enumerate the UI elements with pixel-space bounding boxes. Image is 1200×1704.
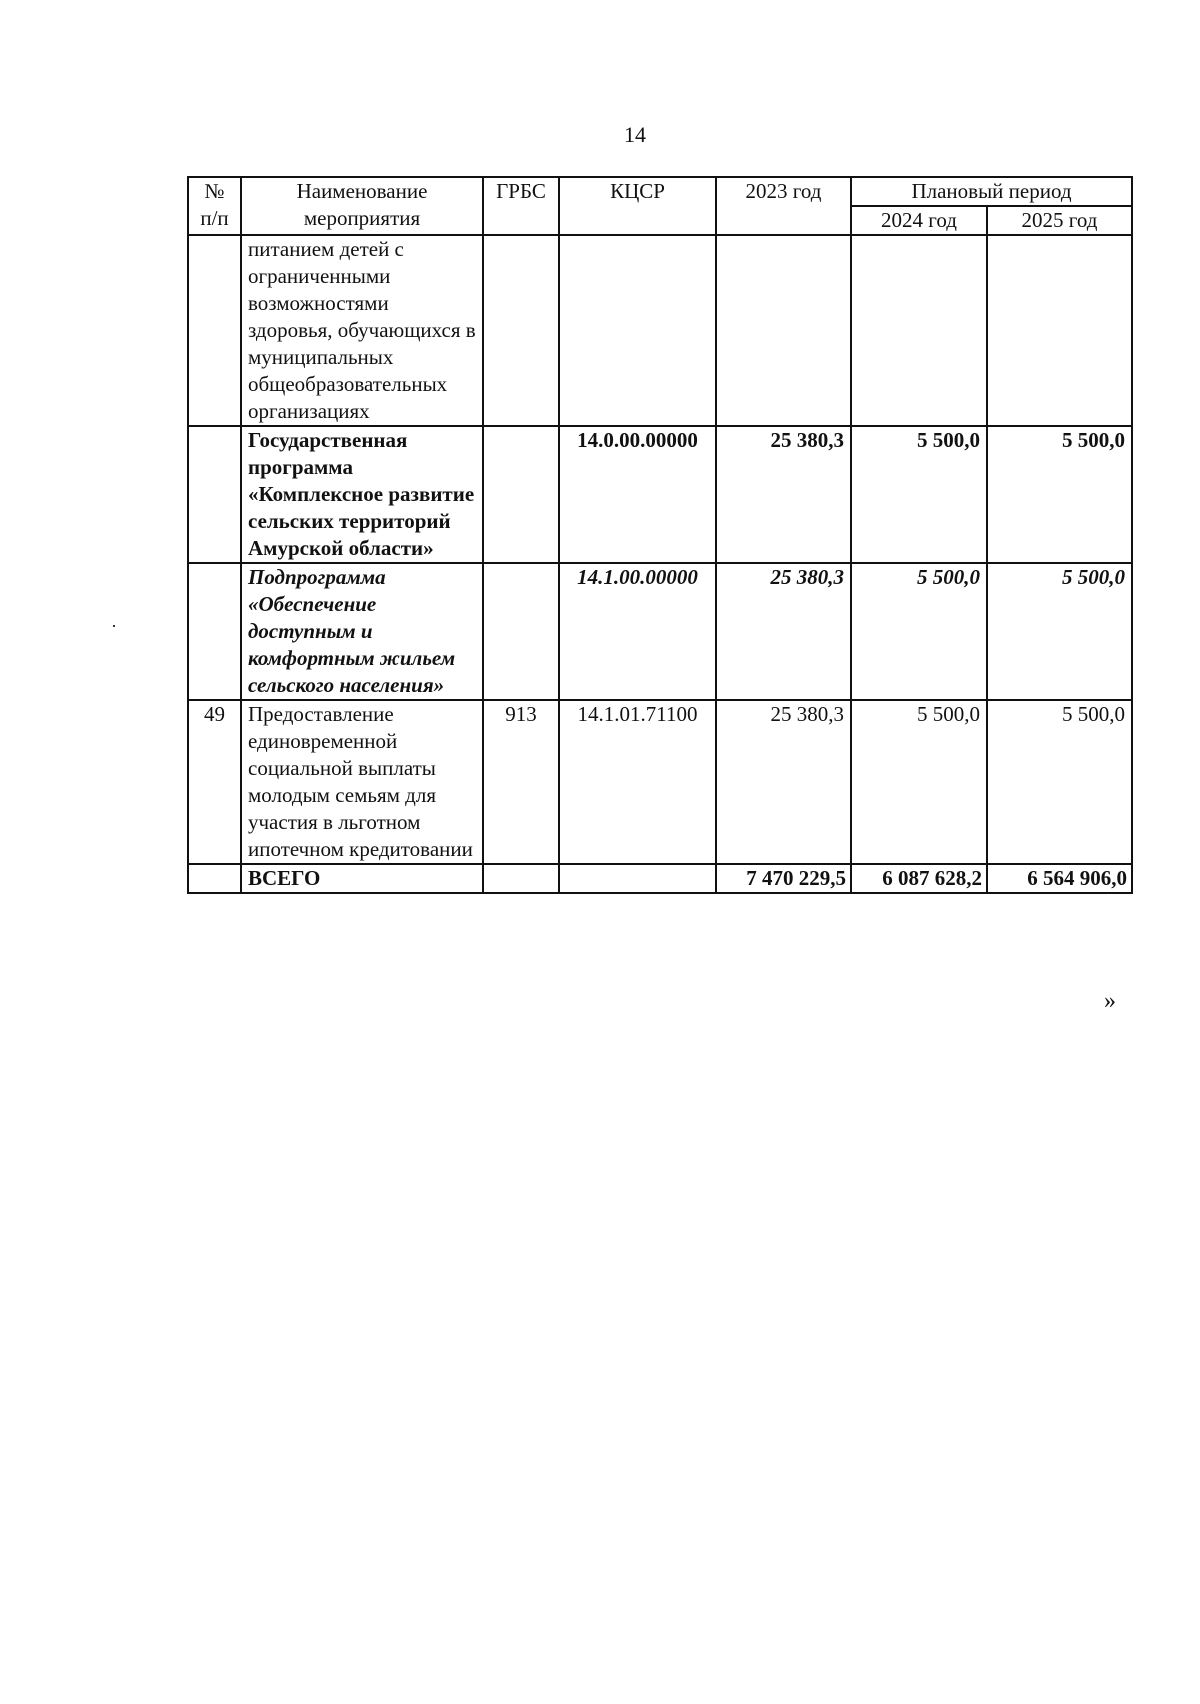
table-row — [188, 426, 1132, 563]
header-num: № п/п — [188, 177, 241, 235]
row-2025: 5 500,0 — [987, 700, 1132, 864]
total-2024: 6 087 628,2 — [851, 864, 987, 893]
total-2025: 6 564 906,0 — [987, 864, 1132, 893]
row-kcsr: 14.1.01.71100 — [559, 700, 716, 864]
row-2024: 5 500,0 — [851, 426, 987, 563]
row-num — [188, 426, 241, 563]
table-total-row — [188, 864, 1132, 893]
header-2024: 2024 год — [851, 206, 987, 235]
row-grbs — [483, 235, 559, 426]
row-grbs — [483, 563, 559, 700]
row-num — [188, 235, 241, 426]
row-2023: 25 380,3 — [716, 426, 851, 563]
row-grbs: 913 — [483, 700, 559, 864]
total-grbs — [483, 864, 559, 893]
row-2024 — [851, 235, 987, 426]
row-grbs — [483, 426, 559, 563]
row-kcsr: 14.0.00.00000 — [559, 426, 716, 563]
header-name: Наименование мероприятия — [241, 177, 483, 235]
row-num: 49 — [188, 700, 241, 864]
row-kcsr — [559, 235, 716, 426]
scan-speck — [113, 625, 115, 627]
header-grbs: ГРБС — [483, 177, 559, 235]
total-num — [188, 864, 241, 893]
row-2025: 5 500,0 — [987, 563, 1132, 700]
header-kcsr: КЦСР — [559, 177, 716, 235]
closing-quote: » — [1104, 988, 1116, 1014]
row-2023 — [716, 235, 851, 426]
header-planned-period: Плановый период — [851, 177, 1132, 206]
row-2023: 25 380,3 — [716, 700, 851, 864]
row-kcsr: 14.1.00.00000 — [559, 563, 716, 700]
budget-table — [187, 176, 1133, 894]
row-name: Предоставление единовременной социальной выплаты молодым семьям для участия в льготном ипотечном кредитовании — [241, 700, 483, 864]
row-2025 — [987, 235, 1132, 426]
row-2023: 25 380,3 — [716, 563, 851, 700]
row-name: Подпрограмма «Обеспечение доступным и комфортным жильем сельского населения» — [241, 563, 483, 700]
table-row — [188, 235, 1132, 426]
row-2024: 5 500,0 — [851, 563, 987, 700]
row-name: питанием детей с ограниченными возможностями здоровья, обучающихся в муниципальных общеобразовательных организациях — [241, 235, 483, 426]
row-num — [188, 563, 241, 700]
row-2024: 5 500,0 — [851, 700, 987, 864]
table-row — [188, 563, 1132, 700]
table-header-row — [188, 177, 1132, 206]
row-name: Государственная программа «Комплексное развитие сельских территорий Амурской области» — [241, 426, 483, 563]
table-row — [188, 700, 1132, 864]
page-number: 14 — [624, 122, 646, 147]
header-2023: 2023 год — [716, 177, 851, 235]
total-2023: 7 470 229,5 — [716, 864, 851, 893]
total-kcsr — [559, 864, 716, 893]
total-label: ВСЕГО — [241, 864, 483, 893]
header-2025: 2025 год — [987, 206, 1132, 235]
row-2025: 5 500,0 — [987, 426, 1132, 563]
